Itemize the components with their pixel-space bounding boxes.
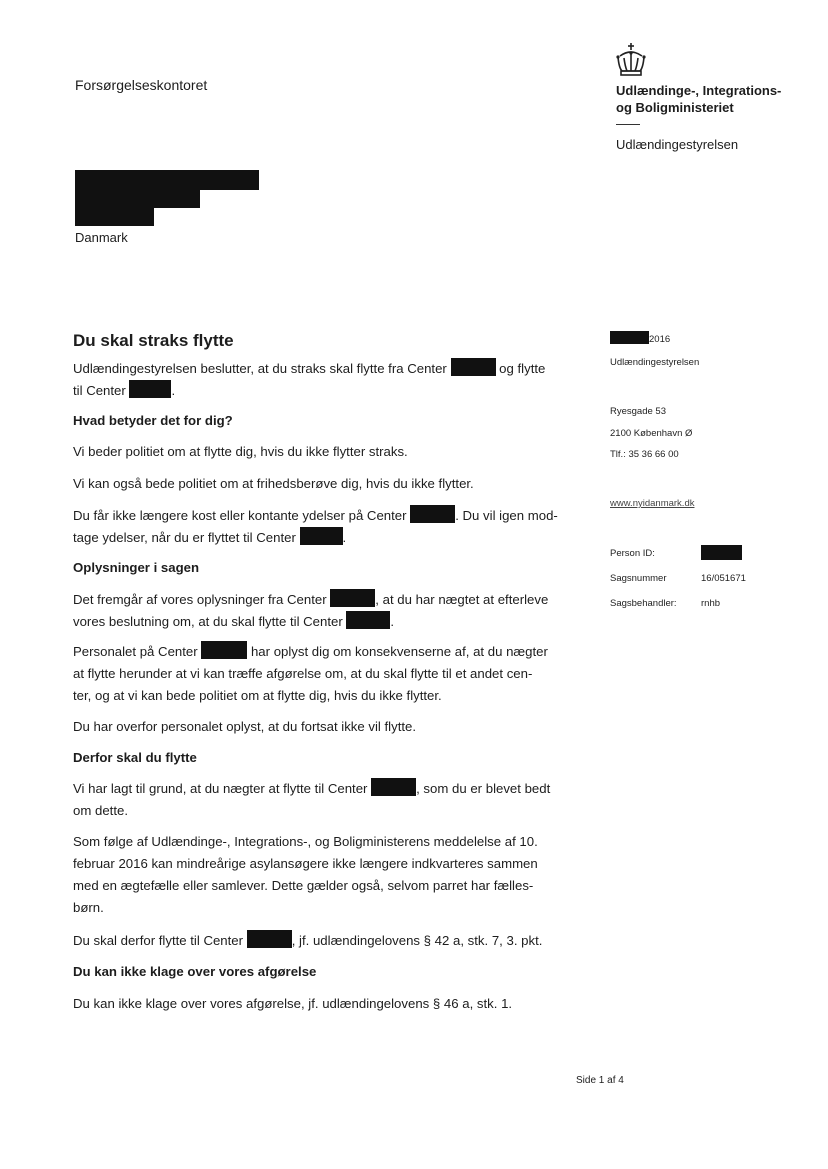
refusal-text-a: Det fremgår af vores oplysninger fra Center xyxy=(73,592,327,607)
date-year: 2016 xyxy=(649,334,671,345)
paragraph-announcement xyxy=(73,831,585,919)
heading-case-info: Oplysninger i sagen xyxy=(73,560,200,575)
paragraph-staff-informed xyxy=(73,641,585,707)
paragraph-decision xyxy=(73,930,585,952)
redacted-center xyxy=(247,930,292,948)
paragraph-police-detain: Vi kan også bede politiet om at frihedsberøve dig, hvis du ikke flytter. xyxy=(73,476,474,491)
case-number: 16/051671 xyxy=(701,573,746,584)
case-handler-label: Sagsbehandler: xyxy=(610,598,677,609)
basis-text-c: om dette. xyxy=(73,803,128,818)
ministry-line-1: Udlændinge-, Integrations- xyxy=(616,83,782,98)
paragraph-benefits xyxy=(73,505,585,549)
staff-text-b: har oplyst dig om konsekvenserne af, at du nægter xyxy=(250,644,548,659)
redacted-address-line-1 xyxy=(75,170,259,190)
refusal-text-c: vores beslutning om, at du skal flytte til Center xyxy=(73,614,343,629)
decision-text-a: Du skal derfor flytte til Center xyxy=(73,933,244,948)
sidebar-phone: Tlf.: 35 36 66 00 xyxy=(610,449,679,460)
refusal-text-end: . xyxy=(390,614,395,629)
benefits-text-c: tage ydelser, når du er flyttet til Center xyxy=(73,530,296,545)
announcement-text-b: februar 2016 kan mindreårige asylansøgere ikke længere indkvarteres sammen xyxy=(73,856,538,871)
redacted-center xyxy=(129,380,171,398)
header-rule xyxy=(616,124,640,125)
staff-text-c: at flytte herunder at vi kan træffe afgørelse om, at du skal flytte til et andet cen- xyxy=(73,666,533,681)
heading-what-it-means: Hvad betyder det for dig? xyxy=(73,413,233,428)
redacted-address-line-3 xyxy=(75,207,154,226)
sender-office: Forsørgelseskontoret xyxy=(75,77,208,93)
sidebar-city: 2100 København Ø xyxy=(610,428,693,439)
redacted-center xyxy=(300,527,343,545)
redacted-center xyxy=(346,611,390,629)
person-id-label: Person ID: xyxy=(610,548,655,559)
crown-icon xyxy=(613,42,649,78)
agency-name: Udlændingestyrelsen xyxy=(616,137,739,152)
announcement-text-d: børn. xyxy=(73,900,104,915)
basis-text-a: Vi har lagt til grund, at du nægter at flytte til Center xyxy=(73,781,368,796)
redacted-center xyxy=(201,641,247,659)
redacted-address-line-2 xyxy=(75,188,200,208)
heading-no-appeal: Du kan ikke klage over vores afgørelse xyxy=(73,964,317,979)
intro-text-a: Udlændingestyrelsen beslutter, at du straks skal flytte fra Center xyxy=(73,361,447,376)
redacted-center xyxy=(451,358,496,376)
case-number-label: Sagsnummer xyxy=(610,573,667,584)
paragraph-refusal xyxy=(73,589,585,633)
sidebar-address: Ryesgade 53 xyxy=(610,406,666,417)
intro-text-end: . xyxy=(171,383,176,398)
redacted-person-id xyxy=(701,545,742,560)
letter-date xyxy=(610,331,670,345)
letter-title: Du skal straks flytte xyxy=(73,331,234,350)
redacted-center xyxy=(371,778,416,796)
redacted-date xyxy=(610,331,649,344)
intro-text-c: til Center xyxy=(73,383,126,398)
heading-therefore: Derfor skal du flytte xyxy=(73,750,197,765)
redacted-center xyxy=(410,505,455,523)
staff-text-a: Personalet på Center xyxy=(73,644,198,659)
page-number: Side 1 af 4 xyxy=(576,1075,624,1086)
website-link[interactable]: www.nyidanmark.dk xyxy=(610,498,695,509)
benefits-text-b: . Du vil igen mod- xyxy=(455,508,558,523)
staff-text-d: ter, og at vi kan bede politiet om at flytte dig, hvis du ikke flytter. xyxy=(73,688,442,703)
paragraph-basis xyxy=(73,778,585,822)
paragraph-still-refuses: Du har overfor personalet oplyst, at du fortsat ikke vil flytte. xyxy=(73,719,417,734)
announcement-text-c: med en ægtefælle eller samlever. Dette gælder også, selvom parret har fælles- xyxy=(73,878,534,893)
ministry-line-2: og Boligministeriet xyxy=(616,100,734,115)
benefits-text-end: . xyxy=(342,530,347,545)
basis-text-b: , som du er blevet bedt xyxy=(416,781,551,796)
case-handler: rnhb xyxy=(701,598,721,609)
sidebar-agency: Udlændingestyrelsen xyxy=(610,357,700,368)
announcement-text-a: Som følge af Udlændinge-, Integrations-, og Boligministerens meddelelse af 10. xyxy=(73,834,538,849)
redacted-center xyxy=(330,589,375,607)
ministry-name xyxy=(616,82,806,116)
intro-paragraph xyxy=(73,358,585,402)
recipient-country: Danmark xyxy=(75,230,128,245)
benefits-text-a: Du får ikke længere kost eller kontante ydelser på Center xyxy=(73,508,407,523)
decision-text-b: , jf. udlændingelovens § 42 a, stk. 7, 3. pkt. xyxy=(291,933,543,948)
intro-text-b: og flytte xyxy=(499,361,546,376)
refusal-text-b: , at du har nægtet at efterleve xyxy=(375,592,549,607)
paragraph-no-appeal: Du kan ikke klage over vores afgørelse, jf. udlændingelovens § 46 a, stk. 1. xyxy=(73,996,513,1011)
paragraph-police-move: Vi beder politiet om at flytte dig, hvis du ikke flytter straks. xyxy=(73,444,408,459)
